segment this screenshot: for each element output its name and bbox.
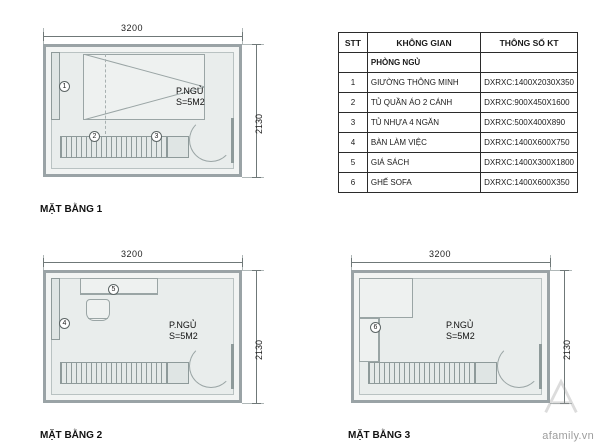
table-header-space: KHÔNG GIAN	[367, 33, 480, 53]
plan2-room-area: S=5M2	[169, 331, 198, 341]
table-header-spec: THÔNG SỐ KT	[481, 33, 578, 53]
plan2-desk-edge	[80, 294, 158, 295]
table-row	[339, 73, 578, 93]
table-section-row	[339, 53, 578, 73]
plan3-width-dimension: 3200	[429, 249, 452, 259]
dim-tick	[242, 32, 243, 41]
table-cell-stt: 5	[339, 153, 368, 173]
table-cell-stt: 2	[339, 93, 368, 113]
table-cell-stt	[339, 53, 368, 73]
table-section-label: PHÒNG NGỦ	[367, 53, 480, 73]
plan3-room-name: P.NGỦ	[446, 320, 474, 330]
table-row	[339, 173, 578, 193]
dim-tick	[351, 258, 352, 267]
dimension-line-top	[43, 262, 242, 263]
dimension-line-top	[351, 262, 550, 263]
plan2-desk	[80, 278, 158, 294]
afamily-logo-icon	[538, 374, 584, 420]
plan1-marker-1: 1	[59, 81, 70, 92]
dim-tick	[43, 258, 44, 267]
plan1-room-area: S=5M2	[176, 97, 205, 107]
plan1-room-name: P.NGỦ	[176, 86, 204, 96]
table-row	[339, 153, 578, 173]
dim-tick	[252, 270, 261, 271]
table-cell-stt: 3	[339, 113, 368, 133]
plan3-room-area: S=5M2	[446, 331, 475, 341]
table-header-stt: STT	[339, 33, 368, 53]
plan3-cabinet	[475, 362, 497, 384]
plan1-marker-2: 2	[89, 131, 100, 142]
table-cell-spec: DXRXC:1400X2030X350	[481, 73, 578, 93]
plan1-door-swing	[189, 118, 233, 162]
plan1-height-dimension: 2130	[254, 113, 264, 134]
table-cell-stt: 6	[339, 173, 368, 193]
dim-tick	[252, 44, 261, 45]
dim-tick	[242, 258, 243, 267]
dim-tick	[252, 177, 261, 178]
dimension-line-right	[256, 270, 257, 403]
table-cell-spec: DXRXC:900X450X1600	[481, 93, 578, 113]
plan2-marker-4: 4	[59, 318, 70, 329]
plan1-marker-3: 3	[151, 131, 162, 142]
table-cell-space: GIƯỜNG THÔNG MINH	[367, 73, 480, 93]
plan1-dashed-guide	[105, 54, 106, 134]
plan2-chair-back	[88, 318, 108, 319]
table-cell-spec: DXRXC:1400X300X1800	[481, 153, 578, 173]
dim-tick	[252, 403, 261, 404]
plan2-width-dimension: 3200	[121, 249, 144, 259]
plan3-height-dimension: 2130	[562, 339, 572, 360]
table-cell-space: BÀN LÀM VIỆC	[367, 133, 480, 153]
plan3-hatched-wardrobe	[368, 362, 475, 384]
table-cell-spec: DXRXC:1400X600X350	[481, 173, 578, 193]
dim-tick	[560, 270, 569, 271]
plan2-door-swing	[189, 344, 233, 388]
plan2-room-name: P.NGỦ	[169, 320, 197, 330]
plan2-bookshelf	[51, 278, 60, 340]
dimension-line-top	[43, 36, 242, 37]
table-cell-spec: DXRXC:500X400X890	[481, 113, 578, 133]
plan3-door-swing	[497, 344, 541, 388]
table-cell-spec	[481, 53, 578, 73]
table-cell-space: TỦ NHỰA 4 NGĂN	[367, 113, 480, 133]
plan2-hatched-wardrobe	[60, 362, 167, 384]
plan2-marker-5: 5	[108, 284, 119, 295]
table-row	[339, 113, 578, 133]
plan1-caption: MẶT BẰNG 1	[40, 204, 103, 215]
table-cell-space: TỦ QUẦN ÁO 2 CÁNH	[367, 93, 480, 113]
plan2-door-leaf	[231, 344, 234, 389]
table-row	[339, 133, 578, 153]
plan1-plastic-cabinet	[167, 136, 189, 158]
table-cell-spec: DXRXC:1400X600X750	[481, 133, 578, 153]
table-cell-stt: 4	[339, 133, 368, 153]
plan1-door-leaf	[231, 118, 234, 163]
plan1-width-dimension: 3200	[121, 23, 144, 33]
plan2-caption: MẶT BẰNG 2	[40, 430, 103, 441]
plan3-sofa-back	[359, 278, 413, 318]
plan3-caption: MẶT BẰNG 3	[348, 430, 411, 441]
plan2-height-dimension: 2130	[254, 339, 264, 360]
table-cell-space: GHẾ SOFA	[367, 173, 480, 193]
plan3-marker-6: 6	[370, 322, 381, 333]
table-cell-space: GIÁ SÁCH	[367, 153, 480, 173]
table-header-row	[339, 33, 578, 53]
specification-table	[338, 32, 578, 193]
dim-tick	[550, 258, 551, 267]
dim-tick	[43, 32, 44, 41]
table-cell-stt: 1	[339, 73, 368, 93]
dimension-line-right	[256, 44, 257, 177]
plan2-cabinet	[167, 362, 189, 384]
table-row	[339, 93, 578, 113]
watermark-text: afamily.vn	[542, 430, 594, 442]
